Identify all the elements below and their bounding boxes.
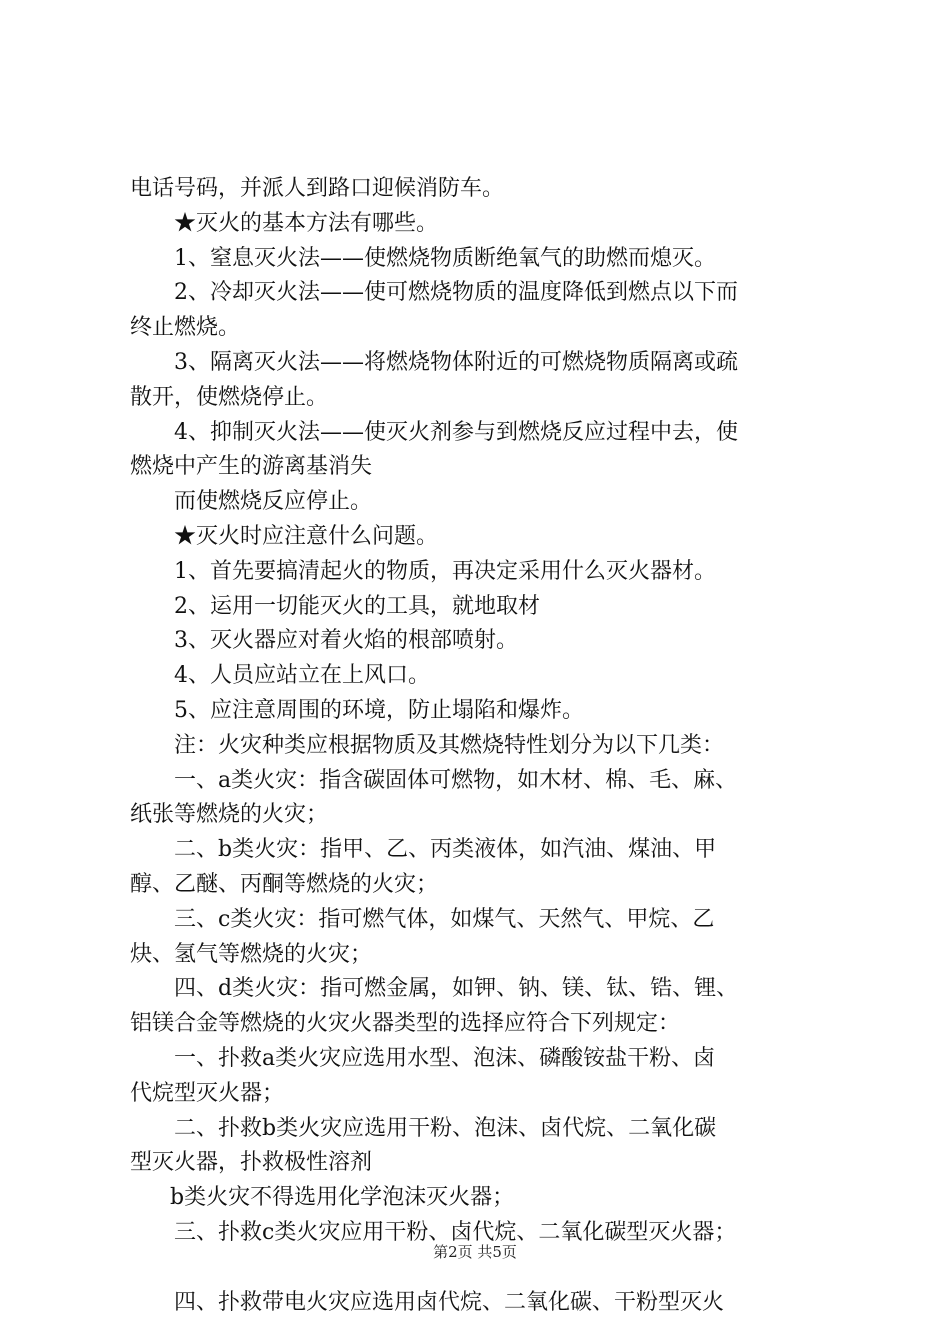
list-item: 四、d类火灾：指可燃金属，如钾、钠、镁、钛、锆、锂、 — [174, 976, 739, 1002]
text-line: 电话号码，并派人到路口迎候消防车。 — [130, 176, 505, 201]
list-item: 1、首先要搞清起火的物质，再决定采用什么灭火器材。 — [174, 558, 716, 584]
text-line: 代烷型灭火器； — [130, 1080, 285, 1106]
list-item: 3、隔离灭火法——将燃烧物体附近的可燃烧物质隔离或疏 — [174, 349, 738, 375]
list-item: 4、人员应站立在上风口。 — [174, 663, 430, 689]
note-line: 注：火灾种类应根据物质及其燃烧特性划分为以下几类： — [174, 732, 725, 758]
text-line: 型灭火器，扑救极性溶剂 — [130, 1150, 373, 1176]
text-line: 而使燃烧反应停止。 — [174, 489, 373, 515]
list-item: 3、灭火器应对着火焰的根部喷射。 — [174, 628, 518, 654]
text-line: b类火灾不得选用化学泡沫灭火器； — [170, 1185, 515, 1211]
list-item: 一、扑救a类火灾应选用水型、泡沫、磷酸铵盐干粉、卤 — [174, 1045, 716, 1071]
section-heading: ★灭火的基本方法有哪些。 — [174, 210, 439, 236]
page-number: 第2页 共5页 — [433, 1243, 517, 1261]
list-item: 四、扑救带电火灾应选用卤代烷、二氧化碳、干粉型灭火 — [174, 1289, 725, 1315]
text-line: 燃烧中产生的游离基消失 — [130, 454, 373, 480]
text-line: 终止燃烧。 — [130, 315, 241, 341]
list-item: 三、扑救c类火灾应用干粉、卤代烷、二氧化碳型灭火器； — [174, 1219, 737, 1245]
list-item: 三、c类火灾：指可燃气体，如煤气、天然气、甲烷、乙 — [174, 906, 715, 932]
text-line: 散开，使燃烧停止。 — [130, 384, 329, 410]
list-item: 2、运用一切能灭火的工具，就地取材 — [174, 593, 540, 619]
list-item: 4、抑制灭火法——使灭火剂参与到燃烧反应过程中去，使 — [174, 419, 738, 445]
list-item: 一、a类火灾：指含碳固体可燃物，如木材、棉、毛、麻、 — [174, 767, 738, 793]
text-line: 炔、氢气等燃烧的火灾； — [130, 941, 373, 967]
page-footer — [0, 1242, 950, 1262]
list-item: 二、扑救b类火灾应选用干粉、泡沫、卤代烷、二氧化碳 — [174, 1115, 717, 1141]
document-body — [130, 172, 835, 1320]
list-item: 1、窒息灭火法——使燃烧物质断绝氧气的助燃而熄灭。 — [174, 245, 716, 271]
list-item: 二、b类火灾：指甲、乙、丙类液体，如汽油、煤油、甲 — [174, 837, 717, 863]
text-line: 醇、乙醚、丙酮等燃烧的火灾； — [130, 871, 439, 897]
text-line: 纸张等燃烧的火灾； — [130, 802, 329, 828]
list-item: 5、应注意周围的环境，防止塌陷和爆炸。 — [174, 697, 584, 723]
list-item: 2、冷却灭火法——使可燃烧物质的温度降低到燃点以下而 — [174, 280, 738, 306]
text-line: 铝镁合金等燃烧的火灾火器类型的选择应符合下列规定： — [130, 1011, 681, 1037]
section-heading: ★灭火时应注意什么问题。 — [174, 523, 439, 549]
